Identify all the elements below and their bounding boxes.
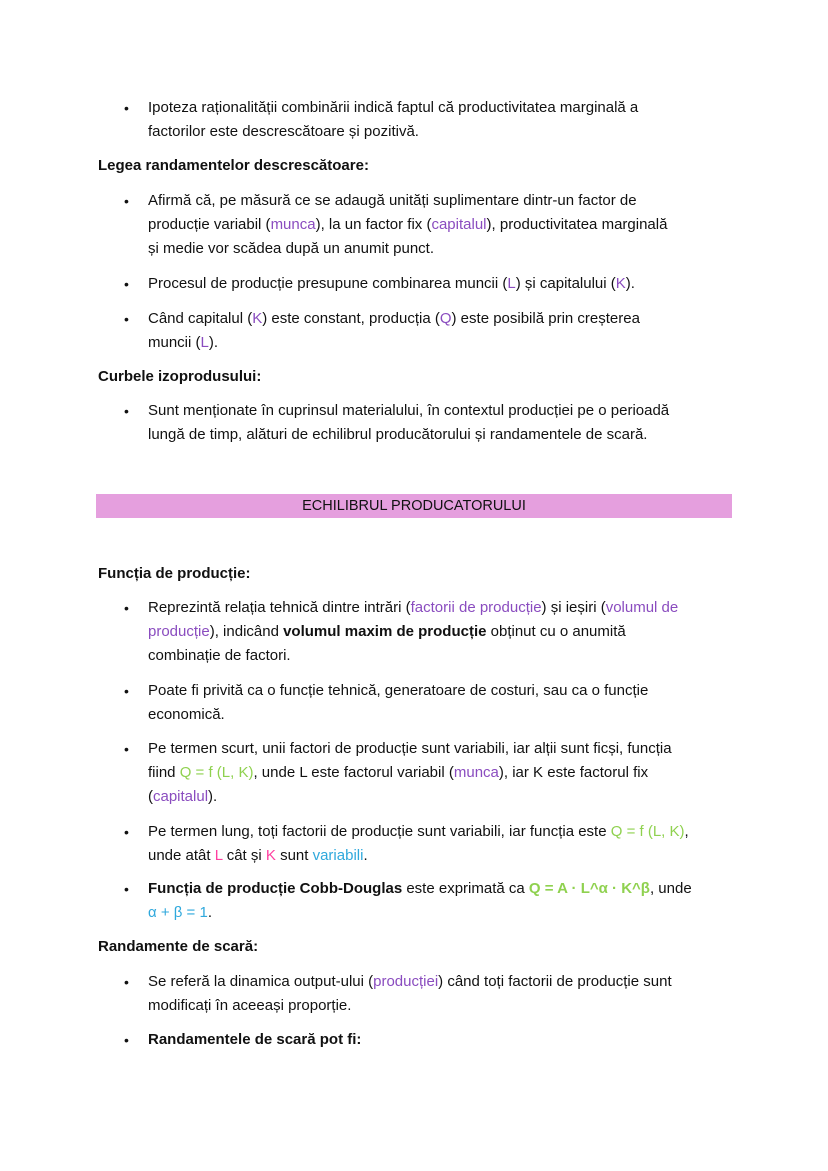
text-run: . [363,847,368,864]
bullet-icon: • [124,1032,129,1048]
bullet-icon: • [124,881,129,897]
text-run: Pe termen scurt, unii factori de producție sunt variabili, iar alții sunt ficși, funcția [148,740,672,757]
text-run: capitalul [431,216,487,233]
text-line [148,399,669,423]
text-run: sunt [275,847,313,864]
bullet-icon: • [124,276,129,292]
bullet-icon: • [124,974,129,990]
text-line [148,620,626,644]
text-line [148,901,212,925]
text-run: lungă de timp, alături de echilibrul producătorului și randamentele de scară. [148,426,648,443]
text-run: Curbele izoprodusului: [98,368,262,385]
text-run: Randamentele de scară pot fi: [148,1031,362,1048]
text-run: : [245,565,251,582]
text-run: cât și [222,847,266,864]
text-line [148,970,672,994]
text-run: unde atât [148,847,215,864]
text-run: fiind [148,764,180,781]
section-banner: ECHILIBRUL PRODUCATORULUI [96,494,732,518]
text-run: , unde L este factorul variabil ( [253,764,454,781]
text-run: Ipoteza raționalității combinării indică faptul că productivitatea marginală a [148,99,639,116]
text-run: Funcția de producție Cobb-Douglas [148,880,403,897]
text-run: Legea randamentelor descrescătoare: [98,157,369,174]
text-line [148,423,647,447]
text-run: ) este constant, producția ( [262,310,440,327]
bullet-icon: • [124,311,129,327]
text-run: ), la un factor fix ( [315,216,432,233]
section-heading [98,365,261,389]
text-run: factorilor este descrescătoare și pozitivă. [148,123,419,140]
text-line [148,703,225,727]
text-run: , unde [649,880,692,897]
text-run: modificați în aceeași proporție. [148,997,352,1014]
text-run: producției [373,973,439,990]
text-run: Funcția de producție [98,565,246,582]
text-run: Q = f (L, K) [179,764,254,781]
text-line [148,307,640,331]
text-line [148,644,291,668]
text-run: munca [453,764,499,781]
text-run: L [507,275,516,292]
bullet-icon: • [124,403,129,419]
text-line [148,213,667,237]
text-run: ), productivitatea marginală [486,216,668,233]
bullet-icon: • [124,683,129,699]
text-run: munca [270,216,316,233]
bullet-icon: • [124,824,129,840]
text-run: ). [208,788,218,805]
text-run: Se referă la dinamica output-ului ( [148,973,374,990]
text-run: Q [439,310,452,327]
text-run: Afirmă că, pe măsură ce se adaugă unități suplimentare dintr-un factor de [148,192,637,209]
text-run: volumul de [605,599,679,616]
text-run: ) când toți factorii de producție sunt [438,973,672,990]
text-run: L [200,334,209,351]
text-run: ). [625,275,635,292]
text-run: Când capitalul ( [148,310,253,327]
text-run: este exprimată ca [402,880,529,897]
text-run: Randamente de scară [98,938,254,955]
text-run: . [207,904,213,921]
text-run: ) și ieșiri ( [541,599,606,616]
text-run: ) este posibilă prin creșterea [451,310,640,327]
text-run: producție [148,623,210,640]
text-run: economică. [148,706,225,723]
text-line [148,596,678,620]
text-run: combinație de factori. [148,647,291,664]
text-run: și medie vor scădea după un anumit punct. [148,240,435,257]
text-run: variabili [312,847,364,864]
text-run: Poate fi privită ca o funcție tehnică, generatoare de costuri, sau ca o funcție [148,682,649,699]
section-heading [98,935,258,959]
text-line [148,994,351,1018]
text-line [148,96,638,120]
text-line [148,820,689,844]
section-heading [98,562,251,586]
text-line [148,877,692,901]
text-run: K [615,275,626,292]
text-run: K [252,310,263,327]
text-line [148,761,648,785]
text-line [148,785,217,809]
bullet-icon: • [124,741,129,757]
text-run: , [684,823,689,840]
text-line [148,237,434,261]
text-run: Procesul de producție presupune combinarea muncii ( [148,275,508,292]
bullet-icon: • [124,100,129,116]
text-line [148,120,419,144]
section-heading [98,154,369,178]
text-run: ). [208,334,219,351]
text-run: Reprezintă relația tehnică dintre intrări ( [148,599,411,616]
text-run: muncii ( [148,334,201,351]
text-run: volumul maxim de producție [283,623,487,640]
text-line [148,1028,361,1052]
text-run: capitalul [153,788,209,805]
text-line [148,331,218,355]
text-run: ) și capitalului ( [515,275,616,292]
text-run: K [265,847,276,864]
text-run: L [214,847,223,864]
text-run: Pe termen lung, toți factorii de producție sunt variabili, iar funcția este [148,823,611,840]
text-run: Sunt menționate în cuprinsul materialului, în contextul producției pe o perioadă [148,402,670,419]
text-run: producție variabil ( [148,216,271,233]
bullet-icon: • [124,600,129,616]
text-run: Q = f (L, K) [610,823,685,840]
text-line [148,737,672,761]
text-line [148,844,368,868]
text-run: ( [148,788,153,805]
text-run: factorii de producție [410,599,542,616]
text-line [148,272,635,296]
text-run: α + β = 1 [148,904,208,921]
text-run: ), iar K este factorul fix [498,764,649,781]
text-run: Q = A · L^α · K^β [528,880,650,897]
text-run: obținut cu o anumită [486,623,626,640]
text-line [148,189,637,213]
text-line [148,679,648,703]
bullet-icon: • [124,193,129,209]
text-run: ), indicând [209,623,284,640]
text-run: : [253,938,259,955]
